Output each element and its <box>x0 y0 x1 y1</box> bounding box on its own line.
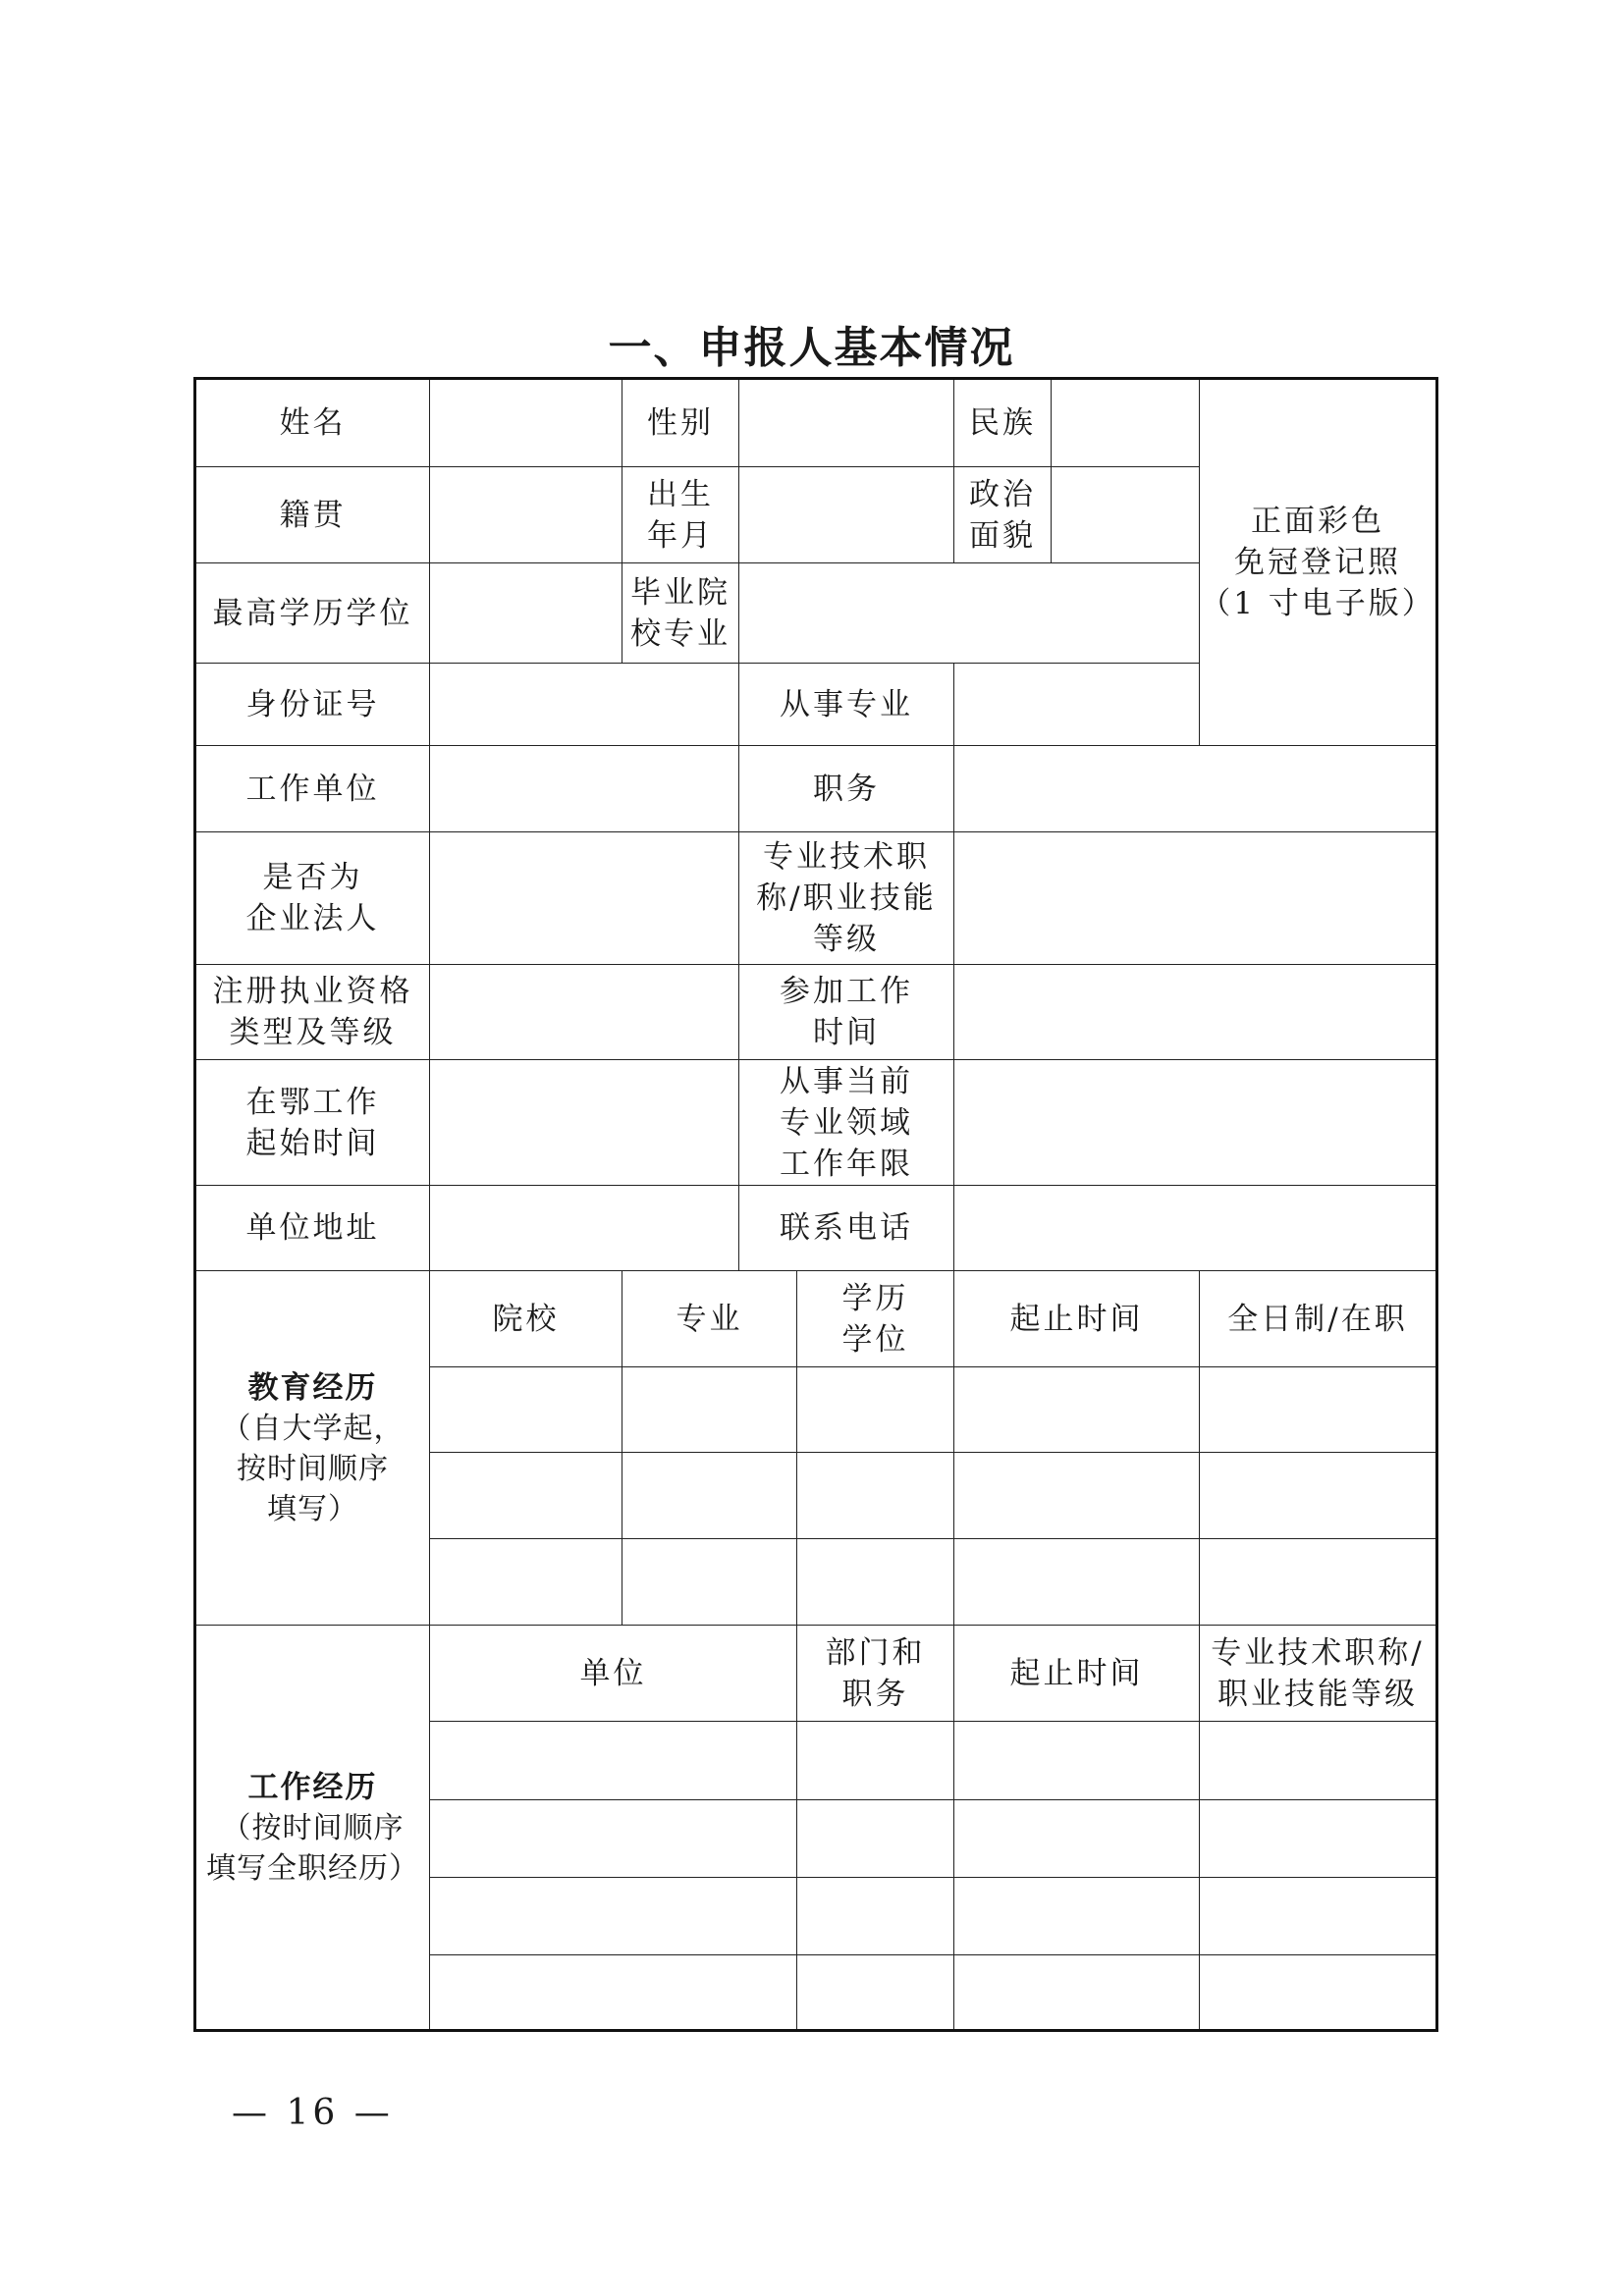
ethnicity-field[interactable] <box>1052 380 1200 467</box>
work-row-4-unit[interactable] <box>430 1955 797 2029</box>
work-header-period: 起止时间 <box>954 1626 1200 1722</box>
legal-person-field[interactable] <box>430 832 739 965</box>
work-row-4-dept[interactable] <box>797 1955 954 2029</box>
label-phone: 联系电话 <box>739 1186 954 1271</box>
label-position: 职务 <box>739 746 954 832</box>
work-header-title-level: 专业技术职称/ 职业技能等级 <box>1200 1626 1435 1722</box>
label-id-number: 身份证号 <box>196 664 430 746</box>
edu-row-2-major[interactable] <box>622 1453 797 1539</box>
edu-header-major: 专业 <box>622 1271 797 1367</box>
work-row-1-dept[interactable] <box>797 1722 954 1800</box>
profession-field[interactable] <box>954 664 1200 746</box>
edu-row-3-period[interactable] <box>954 1539 1200 1626</box>
employer-field[interactable] <box>430 746 739 832</box>
name-field[interactable] <box>430 380 622 467</box>
work-header-dept: 部门和 职务 <box>797 1626 954 1722</box>
work-row-3-title-level[interactable] <box>1200 1878 1435 1955</box>
label-birth: 出生 年月 <box>622 467 739 563</box>
label-grad-school: 毕业院 校专业 <box>622 563 739 664</box>
edu-row-2-school[interactable] <box>430 1453 622 1539</box>
birth-field[interactable] <box>739 467 954 563</box>
work-row-2-period[interactable] <box>954 1800 1200 1878</box>
label-hubei-start: 在鄂工作 起始时间 <box>196 1060 430 1186</box>
label-legal-person: 是否为 企业法人 <box>196 832 430 965</box>
page-title: 一、申报人基本情况 <box>608 323 1015 373</box>
label-native-place: 籍贯 <box>196 467 430 563</box>
work-row-1-title-level[interactable] <box>1200 1722 1435 1800</box>
edu-row-3-school[interactable] <box>430 1539 622 1626</box>
edu-header-school: 院校 <box>430 1271 622 1367</box>
edu-row-2-mode[interactable] <box>1200 1453 1435 1539</box>
work-row-3-unit[interactable] <box>430 1878 797 1955</box>
education-section-label: 教育经历 （自大学起， 按时间顺序 填写） <box>196 1271 430 1626</box>
label-profession: 从事专业 <box>739 664 954 746</box>
photo-box[interactable]: 正面彩色 免冠登记照 （1 寸电子版） <box>1200 380 1435 746</box>
highest-degree-field[interactable] <box>430 563 622 664</box>
edu-row-1-major[interactable] <box>622 1367 797 1453</box>
work-section-label: 工作经历 （按时间顺序 填写全职经历） <box>196 1626 430 2029</box>
address-field[interactable] <box>430 1186 739 1271</box>
license-field[interactable] <box>430 965 739 1060</box>
phone-field[interactable] <box>954 1186 1435 1271</box>
label-address: 单位地址 <box>196 1186 430 1271</box>
label-field-years: 从事当前 专业领域 工作年限 <box>739 1060 954 1186</box>
work-row-4-title-level[interactable] <box>1200 1955 1435 2029</box>
edu-row-1-period[interactable] <box>954 1367 1200 1453</box>
edu-row-1-school[interactable] <box>430 1367 622 1453</box>
work-row-2-dept[interactable] <box>797 1800 954 1878</box>
title-level-field[interactable] <box>954 832 1435 965</box>
page-number: — 16 — <box>232 2093 394 2133</box>
work-row-1-period[interactable] <box>954 1722 1200 1800</box>
edu-row-3-degree[interactable] <box>797 1539 954 1626</box>
edu-row-3-major[interactable] <box>622 1539 797 1626</box>
work-row-2-title-level[interactable] <box>1200 1800 1435 1878</box>
label-license: 注册执业资格 类型及等级 <box>196 965 430 1060</box>
work-row-1-unit[interactable] <box>430 1722 797 1800</box>
gender-field[interactable] <box>739 380 954 467</box>
edu-row-3-mode[interactable] <box>1200 1539 1435 1626</box>
work-row-3-dept[interactable] <box>797 1878 954 1955</box>
work-row-3-period[interactable] <box>954 1878 1200 1955</box>
label-highest-degree: 最高学历学位 <box>196 563 430 664</box>
label-ethnicity: 民族 <box>954 380 1052 467</box>
edu-row-1-mode[interactable] <box>1200 1367 1435 1453</box>
work-row-2-unit[interactable] <box>430 1800 797 1878</box>
edu-header-degree: 学历 学位 <box>797 1271 954 1367</box>
work-row-4-period[interactable] <box>954 1955 1200 2029</box>
hubei-start-field[interactable] <box>430 1060 739 1186</box>
work-start-field[interactable] <box>954 965 1435 1060</box>
edu-row-2-period[interactable] <box>954 1453 1200 1539</box>
label-work-start: 参加工作 时间 <box>739 965 954 1060</box>
edu-row-1-degree[interactable] <box>797 1367 954 1453</box>
edu-row-2-degree[interactable] <box>797 1453 954 1539</box>
native-place-field[interactable] <box>430 467 622 563</box>
label-name: 姓名 <box>196 380 430 467</box>
edu-header-mode: 全日制/在职 <box>1200 1271 1435 1367</box>
grad-school-field[interactable] <box>739 563 1200 664</box>
position-field[interactable] <box>954 746 1435 832</box>
label-political: 政治 面貌 <box>954 467 1052 563</box>
edu-header-period: 起止时间 <box>954 1271 1200 1367</box>
political-field[interactable] <box>1052 467 1200 563</box>
label-title-level: 专业技术职 称/职业技能 等级 <box>739 832 954 965</box>
applicant-info-table <box>193 377 1438 2032</box>
id-number-field[interactable] <box>430 664 739 746</box>
label-gender: 性别 <box>622 380 739 467</box>
label-employer: 工作单位 <box>196 746 430 832</box>
work-header-unit: 单位 <box>430 1626 797 1722</box>
field-years-field[interactable] <box>954 1060 1435 1186</box>
